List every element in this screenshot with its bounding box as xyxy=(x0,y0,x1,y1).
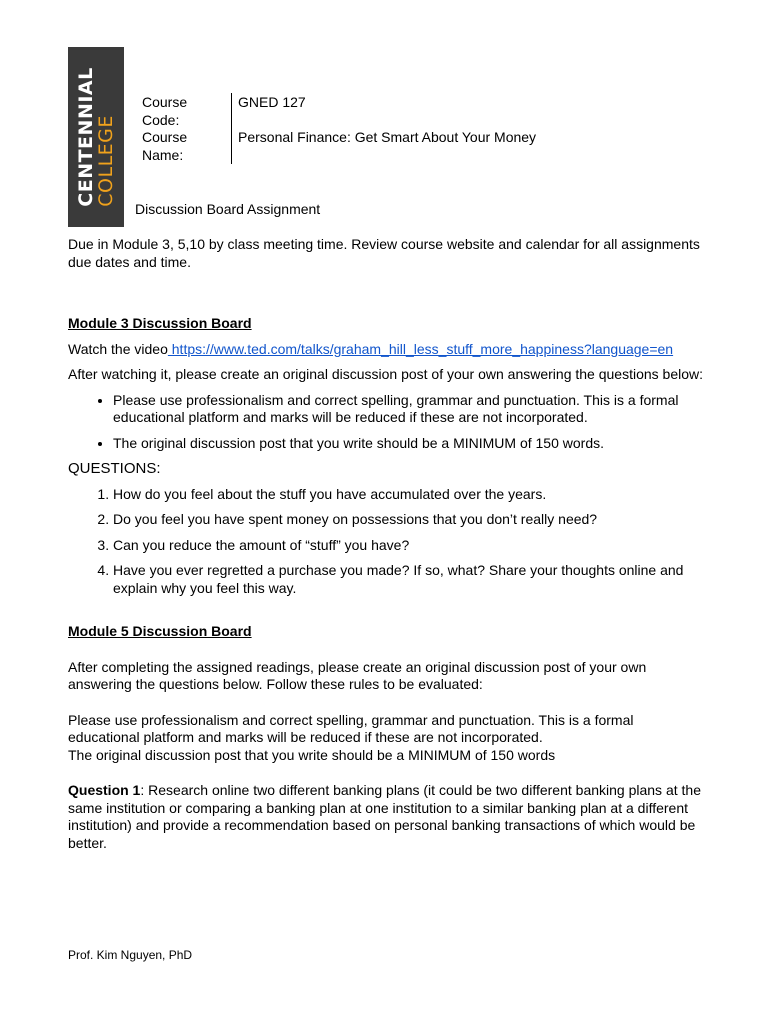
module5-intro: After completing the assigned readings, please create an original discussion post of your own answering the questions below. Follow these rules to be evaluated: xyxy=(68,658,647,692)
due-text: Due in Module 3, 5,10 by class meeting time. Review course website and calendar for all assignments due dates and time. xyxy=(68,236,700,270)
college-logo xyxy=(68,47,124,227)
logo-word-centennial: CENTENNIAL xyxy=(75,67,97,207)
list-item: • The original discussion post that you write should be a MINIMUM of 150 words. xyxy=(113,435,708,453)
list-item: 1. How do you feel about the stuff you have accumulated over the years. xyxy=(113,486,708,504)
assignment-title: Discussion Board Assignment xyxy=(135,201,321,217)
list-item: 2. Do you feel you have spent money on possessions that you don’t really need? xyxy=(113,511,708,529)
question1-text: : Research online two different banking plans (it could be two different banking plans at the same institution or comparing a banking plan at one institution to a similar banking plan at a different institution) and provide a recommendation based on personal banking transactions of which would be better. xyxy=(68,782,701,851)
video-link[interactable]: https://www.ted.com/talks/graham_hill_less_stuff_more_happiness?language=en xyxy=(167,340,674,357)
list-item: • Please use professionalism and correct spelling, grammar and punctuation. This is a formal educational platform and marks will be reduced if these are not incorporated. xyxy=(113,392,708,427)
video-paragraph xyxy=(68,341,708,359)
questions-label: QUESTIONS: xyxy=(68,460,161,477)
module3-heading-row xyxy=(68,315,708,333)
module5-heading: Module 5 Discussion Board xyxy=(68,623,252,639)
list-item: 3. Can you reduce the amount of “stuff” you have? xyxy=(113,537,708,555)
course-name-label: Course Name: xyxy=(142,129,188,163)
logo-word-college: COLLEGE xyxy=(95,115,117,207)
course-name: Personal Finance: Get Smart About Your Money xyxy=(238,129,537,145)
question1-label: Question 1 xyxy=(68,782,141,798)
module5-rule2: The original discussion post that you write should be a MINIMUM of 150 words xyxy=(68,746,556,763)
footer-author: Prof. Kim Nguyen, PhD xyxy=(68,948,193,962)
question1-paragraph xyxy=(68,782,708,852)
module5-rule1: Please use professionalism and correct spelling, grammar and punctuation. This is a formal educational platform and marks will be reduced if these are not incorporated. xyxy=(68,711,634,745)
document-body xyxy=(68,236,708,852)
course-code-label: Course Code: xyxy=(142,94,188,128)
list-item: 4. Have you ever regretted a purchase you made? If so, what? Share your thoughts online and explain why you feel this way. xyxy=(113,562,708,597)
course-code: GNED 127 xyxy=(238,94,306,110)
module3-questions xyxy=(68,486,708,598)
header-divider xyxy=(231,93,232,164)
module5-heading-row xyxy=(68,623,708,641)
module3-heading: Module 3 Discussion Board xyxy=(68,315,252,331)
watch-prefix: Watch the video xyxy=(68,340,168,357)
module3-intro: After watching it, please create an original discussion post of your own answering the questions below: xyxy=(68,366,704,382)
course-labels xyxy=(142,94,222,164)
module3-rules xyxy=(68,392,708,453)
